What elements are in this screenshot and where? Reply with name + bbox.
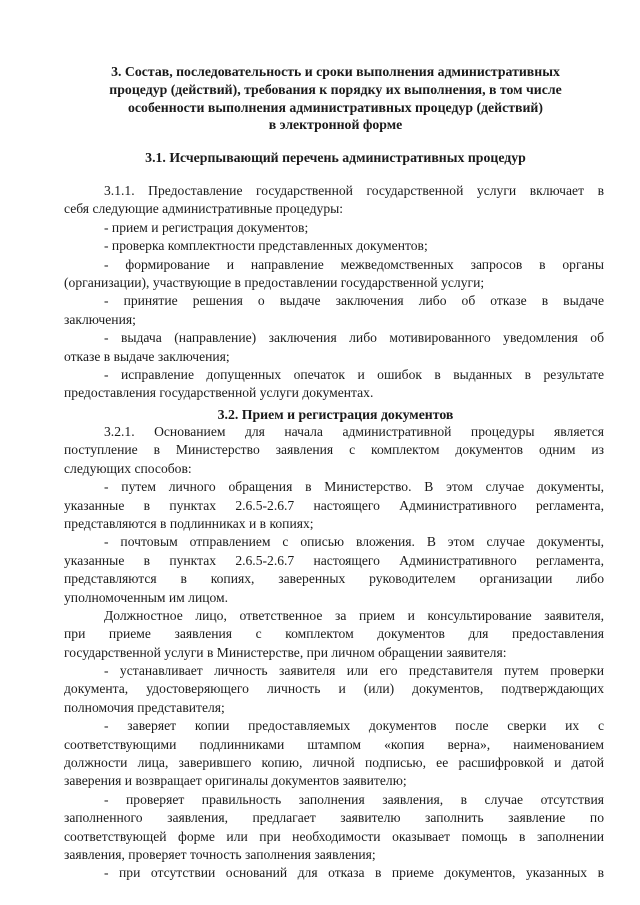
text-line: соответствующими подлинниками штампом «копия верна», наименованием [64, 736, 604, 752]
text-line: - принятие решения о выдаче заключения либо об отказе в выдаче [104, 293, 604, 309]
text-line: - при отсутствии оснований для отказа в приеме документов, указанных в [104, 865, 604, 881]
section-3-2-heading: 3.2. Прием и регистрация документов [217, 407, 454, 422]
heading-line: процедур (действий), требования к порядку их выполнения, в том числе [109, 81, 562, 97]
text-line: - проверка комплектности представленных документов; [104, 238, 428, 254]
text-line: 3.1.1. Предоставление государственной государственной услуги включает в [104, 183, 604, 198]
text-line: государственной услуги в Министерстве, при личном обращении заявителя: [64, 644, 507, 660]
text-line: указанные в пунктах 2.6.5-2.6.7 настоящего Административного регламента, [64, 497, 604, 513]
text-line: заполненного заявления, предлагает заявителю заполнить заявление по [64, 810, 604, 826]
text-line: при приеме заявления с комплектом документов для предоставления [64, 626, 604, 642]
heading-line: особенности выполнения административных процедур (действий) [128, 99, 543, 115]
text-line: - почтовым отправлением с описью вложения. В этом случае документы, [104, 534, 604, 550]
text-line: - устанавливает личность заявителя или его представителя путем проверки [104, 663, 604, 679]
text-line: 3.2.1. Основанием для начала административной процедуры является [104, 424, 604, 439]
text-line: документа, удостоверяющего личность и (или) документов, подтверждающих [64, 681, 604, 697]
heading-line: в электронной форме [268, 117, 403, 133]
section-3-1-body [64, 182, 604, 403]
text-line: заявления, проверяет точность заполнения заявления; [64, 846, 376, 862]
text-line: соответствующей форме или при необходимости оказывает помощь в заполнении [64, 828, 604, 844]
text-line: полномочия представителя; [64, 699, 225, 715]
text-line: Должностное лицо, ответственное за прием и консультирование заявителя, [104, 607, 604, 623]
text-line: - исправление допущенных опечаток и ошибок в выданных в результате [104, 366, 604, 382]
section-3-2-body [64, 423, 604, 883]
text-line: представляются в подлинниках и в копиях; [64, 515, 314, 531]
text-line: - путем личного обращения в Министерство. В этом случае документы, [104, 479, 604, 495]
text-line: отказе в выдаче заключения; [64, 348, 230, 364]
text-line: - прием и регистрация документов; [104, 219, 309, 235]
section-3-1-heading: 3.1. Исчерпывающий перечень административных процедур [145, 150, 526, 165]
text-line: заверения и возвращает оригиналы документов заявителю; [64, 773, 407, 789]
text-line: заключения; [64, 311, 136, 327]
text-line: следующих способов: [64, 460, 192, 476]
text-line: - выдача (направление) заключения либо мотивированного уведомления об [104, 330, 604, 346]
section-3-heading [88, 63, 583, 134]
text-line: - заверяет копии предоставляемых документов после сверки их с [104, 718, 604, 734]
text-line: должности лица, заверившего копию, личной подписью, ее расшифровкой и датой [64, 755, 604, 771]
text-line: предоставления государственной услуги документах. [64, 385, 374, 401]
text-line: указанные в пунктах 2.6.5-2.6.7 настоящего Административного регламента, [64, 552, 604, 568]
text-line: уполномоченным им лицом. [64, 589, 229, 605]
text-line: - формирование и направление межведомственных запросов в органы [104, 256, 604, 272]
text-line: - проверяет правильность заполнения заявления, в случае отсутствия [104, 791, 604, 807]
heading-line: 3. Состав, последовательность и сроки выполнения административных [111, 64, 560, 79]
text-line: себя следующие административные процедуры: [64, 201, 344, 217]
text-line: (организации), участвующие в предоставлении государственной услуги; [64, 274, 485, 290]
text-line: поступление в Министерство заявления с комплектом документов одним из [64, 442, 604, 458]
text-line: представляются в копиях, заверенных руководителем организации либо [64, 571, 604, 587]
